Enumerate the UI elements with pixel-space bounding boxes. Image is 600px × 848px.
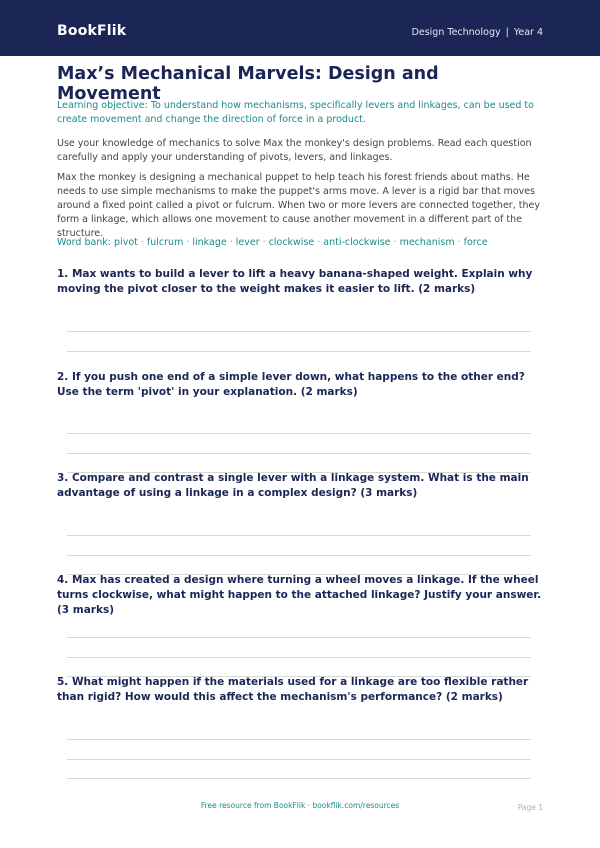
word-bank-item: force [463, 237, 488, 248]
question-1: 1. Max wants to build a lever to lift a heavy banana-shaped weight. Explain why moving the pivot closer to the weight makes it easier to lift. (2 marks) [57, 268, 533, 295]
worksheet-title: Max’s Mechanical Marvels: Design and Movement [57, 64, 439, 104]
answer-line[interactable] [67, 637, 531, 638]
answer-line[interactable] [67, 739, 531, 740]
answer-line[interactable] [67, 778, 531, 779]
word-bank-item: fulcrum [146, 237, 184, 248]
question-3: 3. Compare and contrast a single lever with a linkage system. What is the main advantage of using a linkage in a complex design? (3 marks) [57, 472, 529, 499]
page-number: Page 1 [517, 803, 543, 812]
word-bank-separator: · [317, 237, 321, 248]
header-meta [412, 27, 543, 38]
page-header [0, 0, 600, 56]
word-bank-item: mechanism [399, 237, 455, 248]
learning-objective: Learning objective: To understand how mechanisms, specifically levers and linkages, can be used to create movement and change the direction of force in a product. [57, 100, 534, 125]
word-bank-item: anti-clockwise [323, 237, 391, 248]
question-5: 5. What might happen if the materials used for a linkage are too flexible rather than rigid? How would this affect the mechanism's performance? (2 marks) [57, 676, 529, 703]
word-bank-separator: · [262, 237, 266, 248]
question-4: 4. Max has created a design where turning a wheel moves a linkage. If the wheel turns clockwise, what might happen to the attached linkage? Justify your answer. (3 marks) [57, 574, 542, 616]
answer-line[interactable] [67, 453, 531, 454]
subject-label: Design Technology [411, 27, 501, 38]
question-2: 2. If you push one end of a simple lever down, what happens to the other end? Use the term 'pivot' in your explanation. (2 marks) [57, 371, 525, 398]
answer-line[interactable] [67, 535, 531, 536]
word-bank-item: pivot [114, 237, 138, 248]
footer-text: Free resource from BookFlik · bookflik.com/resources [200, 801, 400, 810]
answer-line[interactable] [67, 351, 531, 352]
word-bank-item: linkage [192, 237, 227, 248]
word-bank-separator: · [393, 237, 397, 248]
word-bank-label: Word bank: [57, 237, 112, 248]
word-bank-separator: · [457, 237, 461, 248]
word-bank-item: clockwise [268, 237, 315, 248]
answer-line[interactable] [67, 433, 531, 434]
answer-line[interactable] [67, 555, 531, 556]
answer-line[interactable] [67, 759, 531, 760]
word-bank-separator: · [186, 237, 190, 248]
word-bank-separator: · [140, 237, 144, 248]
brand-logo-text: BookFlik [57, 23, 127, 39]
header-separator: | [505, 27, 509, 38]
year-label: Year 4 [513, 27, 543, 38]
answer-line[interactable] [67, 657, 531, 658]
intro-paragraph: Use your knowledge of mechanics to solve Max the monkey's design problems. Read each question carefully and apply your understanding of pivots, levers, and linkages. [57, 138, 532, 163]
word-bank [57, 237, 547, 248]
answer-line[interactable] [67, 331, 531, 332]
story-paragraph: Max the monkey is designing a mechanical puppet to help teach his forest friends about maths. He needs to use simple mechanisms to make the puppet's arms move. A lever is a rigid bar that moves around a fixed point called a pivot or fulcrum. When two or more levers are connected together, they form a linkage, which allows one movement to cause another movement in a different part of the structure. [57, 172, 540, 239]
word-bank-item: lever [235, 237, 260, 248]
word-bank-separator: · [229, 237, 233, 248]
